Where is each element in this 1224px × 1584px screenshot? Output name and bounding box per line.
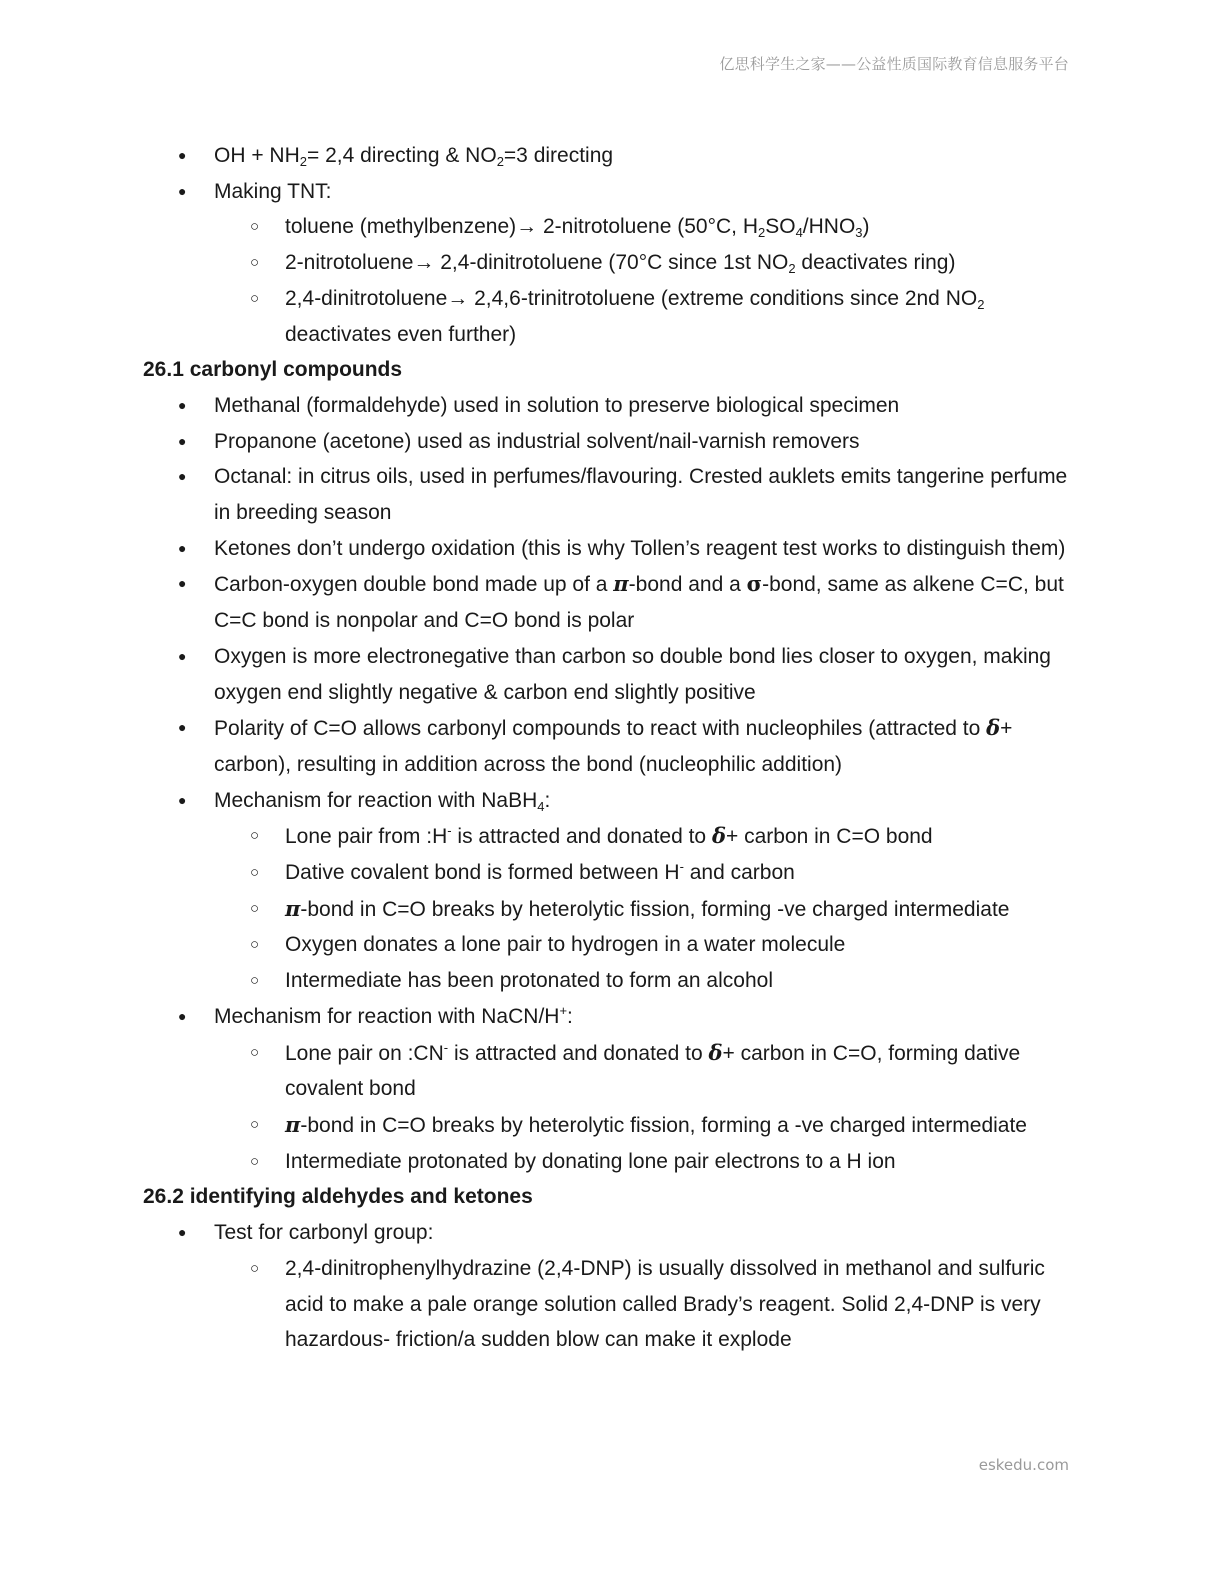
- list-item-methanal: ● Methanal (formaldehyde) used in solution to preserve biological specimen: [143, 388, 1078, 424]
- page-header: 亿思科学生之家——公益性质国际教育信息服务平台: [719, 55, 1069, 73]
- nacn-steps-list: [214, 1035, 1078, 1180]
- list-item-octanal: ● Octanal: in citrus oils, used in perfumes/flavouring. Crested auklets emits tangerine perfume in breeding season: [143, 459, 1078, 530]
- tnt-step-2: ○ 2-nitrotoluene→ 2,4-dinitrotoluene (70°C since 1st $NO_2$ deactivates ring): [214, 245, 1078, 281]
- carbonyl-test-steps-list: [214, 1251, 1078, 1358]
- document-body: [143, 138, 1078, 1358]
- page-footer: eskedu.com: [978, 1456, 1069, 1474]
- section-heading-26-2: 26.2 identifying aldehydes and ketones: [143, 1185, 533, 1209]
- list-item-propanone: ● Propanone (acetone) used as industrial solvent/nail-varnish removers: [143, 424, 1078, 460]
- nabh4-step-2: ○ Dative covalent bond is formed between H- and carbon: [214, 855, 1078, 891]
- list-item-electronegativity: ● Oxygen is more electronegative than carbon so double bond lies closer to oxygen, making oxygen end slightly negative & carbon end slightly positive: [143, 639, 1078, 710]
- list-item-nacn-mechanism: ● Mechanism for reaction with NaCN/H+: ○ Lone pair on :CN- is attracted and donated to δ+ carbon in C=O, forming dative covalent bond ○ π-bond in C=O breaks by heterolytic fission, forming a -ve charged intermediate ○ Intermediate protonated by donating lone pair electrons to a H ion: [143, 999, 1078, 1180]
- list-item-nabh4-mechanism: ● Mechanism for reaction with NaBH$_4$: ○ Lone pair from :H- is attracted and donated to δ+ carbon in C=O bond ○ Dative covalent bond is formed between H- and carbon ○ π-bond in C=O breaks by heterolytic fission, forming -ve charged intermediate ○ Oxygen donates a lone pair to hydrogen in a water molecule ○ Intermediate has been protonated to form an alcohol: [143, 783, 1078, 999]
- nabh4-step-3: ○ π-bond in C=O breaks by heterolytic fission, forming -ve charged intermediate: [214, 891, 1078, 928]
- nabh4-step-1: ○ Lone pair from :H- is attracted and donated to δ+ carbon in C=O bond: [214, 818, 1078, 855]
- list-item-carbonyl-test: ● Test for carbonyl group: ○ 2,4-dinitrophenylhydrazine (2,4-DNP) is usually dissolved in methanol and sulfuric acid to make a pale orange solution called Brady’s reagent. Solid 2,4-DNP is very hazardous- friction/a sudden blow can make it explode: [143, 1215, 1078, 1358]
- pi-symbol: π: [285, 895, 301, 921]
- nacn-step-1: ○ Lone pair on :CN- is attracted and donated to δ+ carbon in C=O, forming dative covalent bond: [214, 1035, 1078, 1107]
- delta-symbol: δ: [986, 715, 1001, 741]
- intro-list: [143, 138, 1078, 352]
- list-item-polarity: ● Polarity of C=O allows carbonyl compounds to react with nucleophiles (attracted to δ+ carbon), resulting in addition across the bond (nucleophilic addition): [143, 710, 1078, 782]
- section-heading-26-1: 26.1 carbonyl compounds: [143, 358, 403, 382]
- nacn-step-2: ○ π-bond in C=O breaks by heterolytic fission, forming a -ve charged intermediate: [214, 1107, 1078, 1144]
- dnp-step-1: ○ 2,4-dinitrophenylhydrazine (2,4-DNP) is usually dissolved in methanol and sulfuric acid to make a pale orange solution called Brady’s reagent. Solid 2,4-DNP is very hazardous- friction/a sudden blow can make it explode: [214, 1251, 1078, 1358]
- pi-symbol: π: [613, 571, 629, 597]
- delta-symbol: δ: [711, 823, 726, 849]
- list-item-making-tnt: ● Making TNT: ○ toluene (methylbenzene)→ 2-nitrotoluene (50°C, $H_2SO_4/HNO_3$) ○ 2-nitrotoluene→ 2,4-dinitrotoluene (70°C since 1st $NO_2$ deactivates ring) ○ 2,4-dinitrotoluene→ 2,4,6-trinitrotoluene (extreme conditions since 2nd $NO_2$ deactivates even further): [143, 174, 1078, 353]
- list-item-directing: ● OH + $NH_2= 2,4$ directing & $NO_2=3$ directing: [143, 138, 1078, 174]
- delta-symbol: δ: [708, 1039, 723, 1065]
- tnt-step-1: ○ toluene (methylbenzene)→ 2-nitrotoluene (50°C, $H_2SO_4/HNO_3$): [214, 209, 1078, 245]
- carbonyl-list: [143, 388, 1078, 1179]
- list-item-ketones-oxidation: ● Ketones don’t undergo oxidation (this is why Tollen’s reagent test works to distinguish them): [143, 531, 1078, 567]
- sigma-symbol: σ: [746, 571, 763, 597]
- pi-symbol: π: [285, 1111, 301, 1137]
- tnt-steps-list: [214, 209, 1078, 352]
- nacn-step-3: ○ Intermediate protonated by donating lone pair electrons to a H ion: [214, 1144, 1078, 1180]
- nabh4-step-4: ○ Oxygen donates a lone pair to hydrogen in a water molecule: [214, 927, 1078, 963]
- nabh4-step-5: ○ Intermediate has been protonated to form an alcohol: [214, 963, 1078, 999]
- nabh4-steps-list: [214, 818, 1078, 999]
- tnt-step-3: ○ 2,4-dinitrotoluene→ 2,4,6-trinitrotoluene (extreme conditions since 2nd $NO_2$ deactivates even further): [214, 281, 1078, 352]
- identifying-list: [143, 1215, 1078, 1358]
- list-item-double-bond: ● Carbon-oxygen double bond made up of a π-bond and a σ-bond, same as alkene C=C, but C=C bond is nonpolar and C=O bond is polar: [143, 566, 1078, 638]
